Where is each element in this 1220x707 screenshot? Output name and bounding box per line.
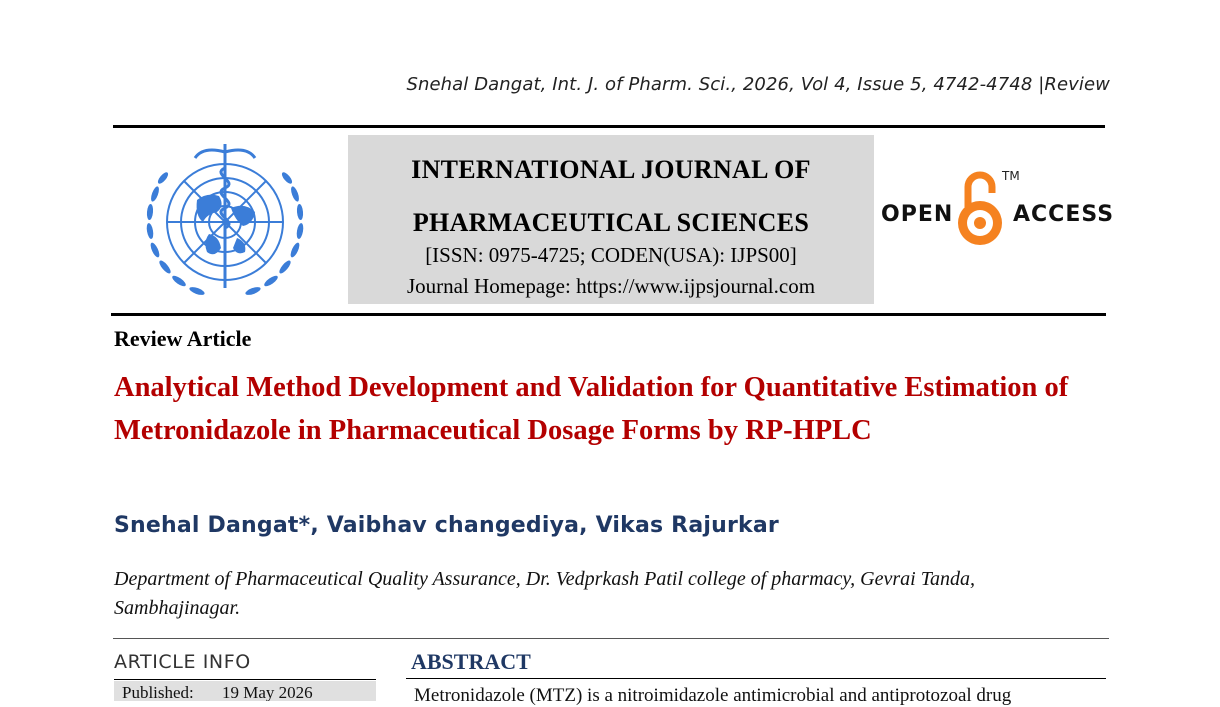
open-access-word-open: OPEN xyxy=(881,202,954,227)
open-access-logo xyxy=(880,165,1115,255)
article-info-rule xyxy=(114,679,376,680)
running-head: Snehal Dangat, Int. J. of Pharm. Sci., 2026, Vol 4, Issue 5, 4742-4748 |Review xyxy=(406,74,1110,95)
open-access-word-access: ACCESS xyxy=(1013,202,1115,227)
article-title: Analytical Method Development and Validation for Quantitative Estimation of Metronidazole in Pharmaceutical Dosage Forms by RP-HPLC xyxy=(114,372,1069,446)
section-divider xyxy=(113,638,1109,639)
journal-name-line1: INTERNATIONAL JOURNAL OF xyxy=(411,155,811,184)
abstract-heading: ABSTRACT xyxy=(411,649,531,674)
article-type-label: Review Article xyxy=(114,326,252,351)
author-affiliation: Department of Pharmaceutical Quality Assurance, Dr. Vedprkash Patil college of pharmacy, Gevrai Tanda, Sambhajinagar. xyxy=(114,568,976,619)
abstract-text: Metronidazole (MTZ) is a nitroimidazole antimicrobial and antiprotozoal drug xyxy=(414,685,1012,706)
header-bottom-rule xyxy=(111,313,1106,316)
published-date: 19 May 2026 xyxy=(222,683,313,701)
open-access-lock-icon xyxy=(954,165,1006,249)
abstract-rule xyxy=(406,678,1106,679)
journal-homepage-link[interactable]: Journal Homepage: https://www.ijpsjournal.com xyxy=(406,274,816,298)
journal-name-line2: PHARMACEUTICAL SCIENCES xyxy=(412,208,810,237)
author-list: Snehal Dangat*, Vaibhav changediya, Vikas Rajurkar xyxy=(114,513,779,538)
article-info-box xyxy=(114,681,376,701)
published-label: Published: xyxy=(122,683,194,701)
header-top-rule xyxy=(113,125,1105,128)
article-info-heading: ARTICLE INFO xyxy=(114,651,251,673)
journal-issn: [ISSN: 0975-4725; CODEN(USA): IJPS00] xyxy=(425,243,797,267)
journal-masthead xyxy=(348,135,874,304)
un-emblem-logo xyxy=(127,138,323,306)
trademark-symbol: TM xyxy=(1002,169,1020,183)
